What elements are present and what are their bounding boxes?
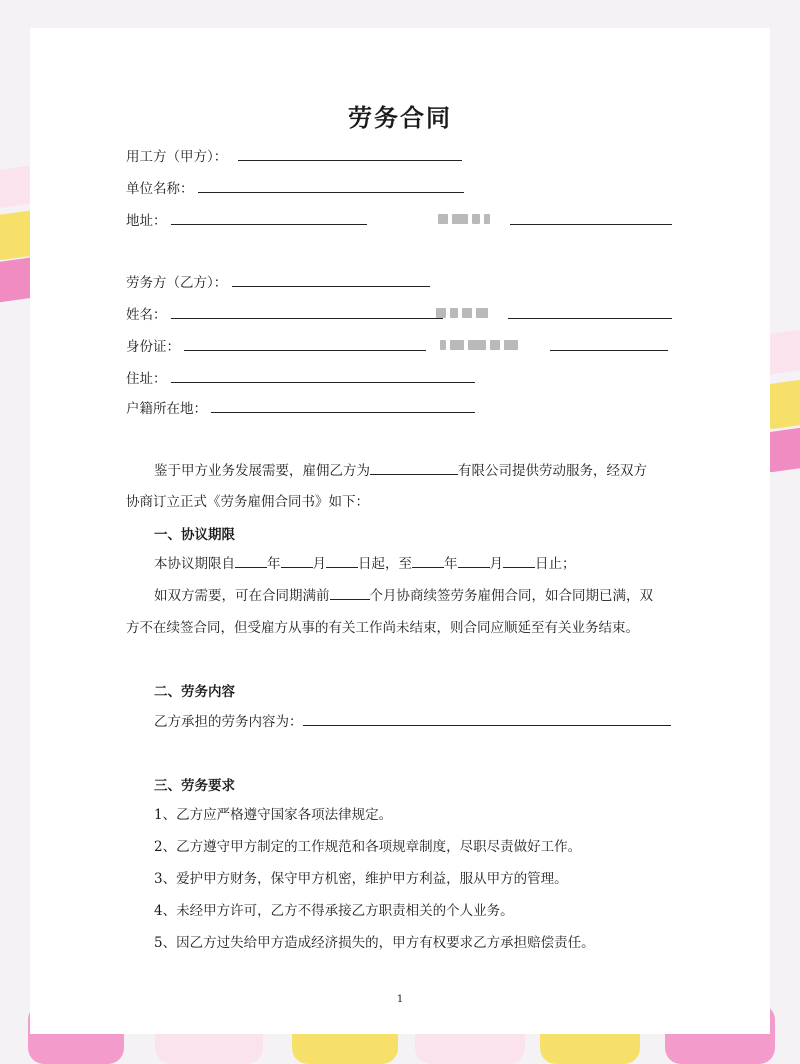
unit-name-field xyxy=(126,178,464,199)
id-blank-2[interactable] xyxy=(550,336,668,357)
term-text: 本协议期限自 xyxy=(154,556,235,572)
start-year-blank[interactable] xyxy=(235,553,267,568)
content-blank[interactable] xyxy=(303,711,671,726)
section-heading: 三、劳务要求 xyxy=(154,778,235,794)
id-blank[interactable] xyxy=(184,336,426,351)
month-text: 月 xyxy=(312,556,326,572)
start-day-blank[interactable] xyxy=(326,553,358,568)
requirement-item: 4、未经甲方许可，乙方不得承接乙方职责相关的个人业务。 xyxy=(154,903,514,919)
renew-text-1: 如双方需要，可在合同期满前 xyxy=(154,588,330,604)
address-a-label: 地址： xyxy=(126,213,167,229)
section-heading: 二、劳务内容 xyxy=(154,684,235,700)
end-year-blank[interactable] xyxy=(412,553,444,568)
id-label: 身份证： xyxy=(126,339,180,355)
name-blank-2[interactable] xyxy=(508,304,672,325)
requirement-item: 5、因乙方过失给甲方造成经济损失的，甲方有权要求乙方承担赔偿责任。 xyxy=(154,935,595,951)
redacted-text xyxy=(438,214,490,224)
residence-label: 住址： xyxy=(126,371,167,387)
intro-text-1: 鉴于甲方业务发展需要，雇佣乙方为 xyxy=(154,463,370,479)
page-number: 1 xyxy=(396,994,404,1005)
start-month-blank[interactable] xyxy=(281,553,313,568)
service-party-blank[interactable] xyxy=(232,272,430,287)
address-a-field xyxy=(126,210,367,231)
residence-blank[interactable] xyxy=(171,368,475,383)
requirement-item: 2、乙方遵守甲方制定的工作规范和各项规章制度，尽职尽责做好工作。 xyxy=(154,839,582,855)
redacted-text xyxy=(436,308,488,318)
term-line xyxy=(154,553,576,574)
renew-text-2: 个月协商续签劳务雇佣合同，如合同期已满，双 xyxy=(369,588,653,604)
end-month-blank[interactable] xyxy=(458,553,490,568)
service-party-field xyxy=(126,272,430,293)
document-title: 劳务合同 xyxy=(348,104,452,132)
service-party-label: 劳务方（乙方）： xyxy=(126,275,228,291)
year-text: 年 xyxy=(444,556,458,572)
hukou-field xyxy=(126,398,475,419)
intro-text-2: 有限公司提供劳动服务，经双方 xyxy=(458,463,647,479)
employer-label: 用工方（甲方）： xyxy=(126,149,228,165)
residence-field xyxy=(126,368,475,389)
months-blank[interactable] xyxy=(330,585,370,600)
name-label: 姓名： xyxy=(126,307,167,323)
redacted-text xyxy=(440,340,518,350)
id-field xyxy=(126,336,426,357)
intro-line-1 xyxy=(154,460,647,481)
address-a-blank[interactable] xyxy=(171,210,367,225)
hukou-label: 户籍所在地： xyxy=(126,401,207,417)
requirement-item: 3、爱护甲方财务，保守甲方机密，维护甲方利益，服从甲方的管理。 xyxy=(154,871,568,887)
content-label: 乙方承担的劳务内容为： xyxy=(154,714,303,730)
day-start-text: 日起，至 xyxy=(358,556,412,572)
address-a-blank-2[interactable] xyxy=(510,210,672,231)
renew-line-2: 方不在续签合同，但受雇方从事的有关工作尚未结束，则合同应顺延至有关业务结束。 xyxy=(126,620,639,636)
end-day-blank[interactable] xyxy=(503,553,535,568)
intro-line-2: 协商订立正式《劳务雇佣合同书》如下： xyxy=(126,494,369,510)
employer-field xyxy=(126,146,462,167)
day-end-text: 日止； xyxy=(535,556,576,572)
renew-line-1 xyxy=(154,585,653,606)
hukou-blank[interactable] xyxy=(211,398,475,413)
name-blank[interactable] xyxy=(171,304,443,319)
content-field xyxy=(154,711,671,732)
employer-blank[interactable] xyxy=(238,146,462,161)
document-page xyxy=(30,28,770,1034)
unit-name-blank[interactable] xyxy=(198,178,464,193)
month-text: 月 xyxy=(489,556,503,572)
company-blank[interactable] xyxy=(370,460,458,475)
requirement-item: 1、乙方应严格遵守国家各项法律规定。 xyxy=(154,807,393,823)
year-text: 年 xyxy=(267,556,281,572)
unit-name-label: 单位名称： xyxy=(126,181,194,197)
section-heading: 一、协议期限 xyxy=(154,527,235,543)
name-field xyxy=(126,304,443,325)
